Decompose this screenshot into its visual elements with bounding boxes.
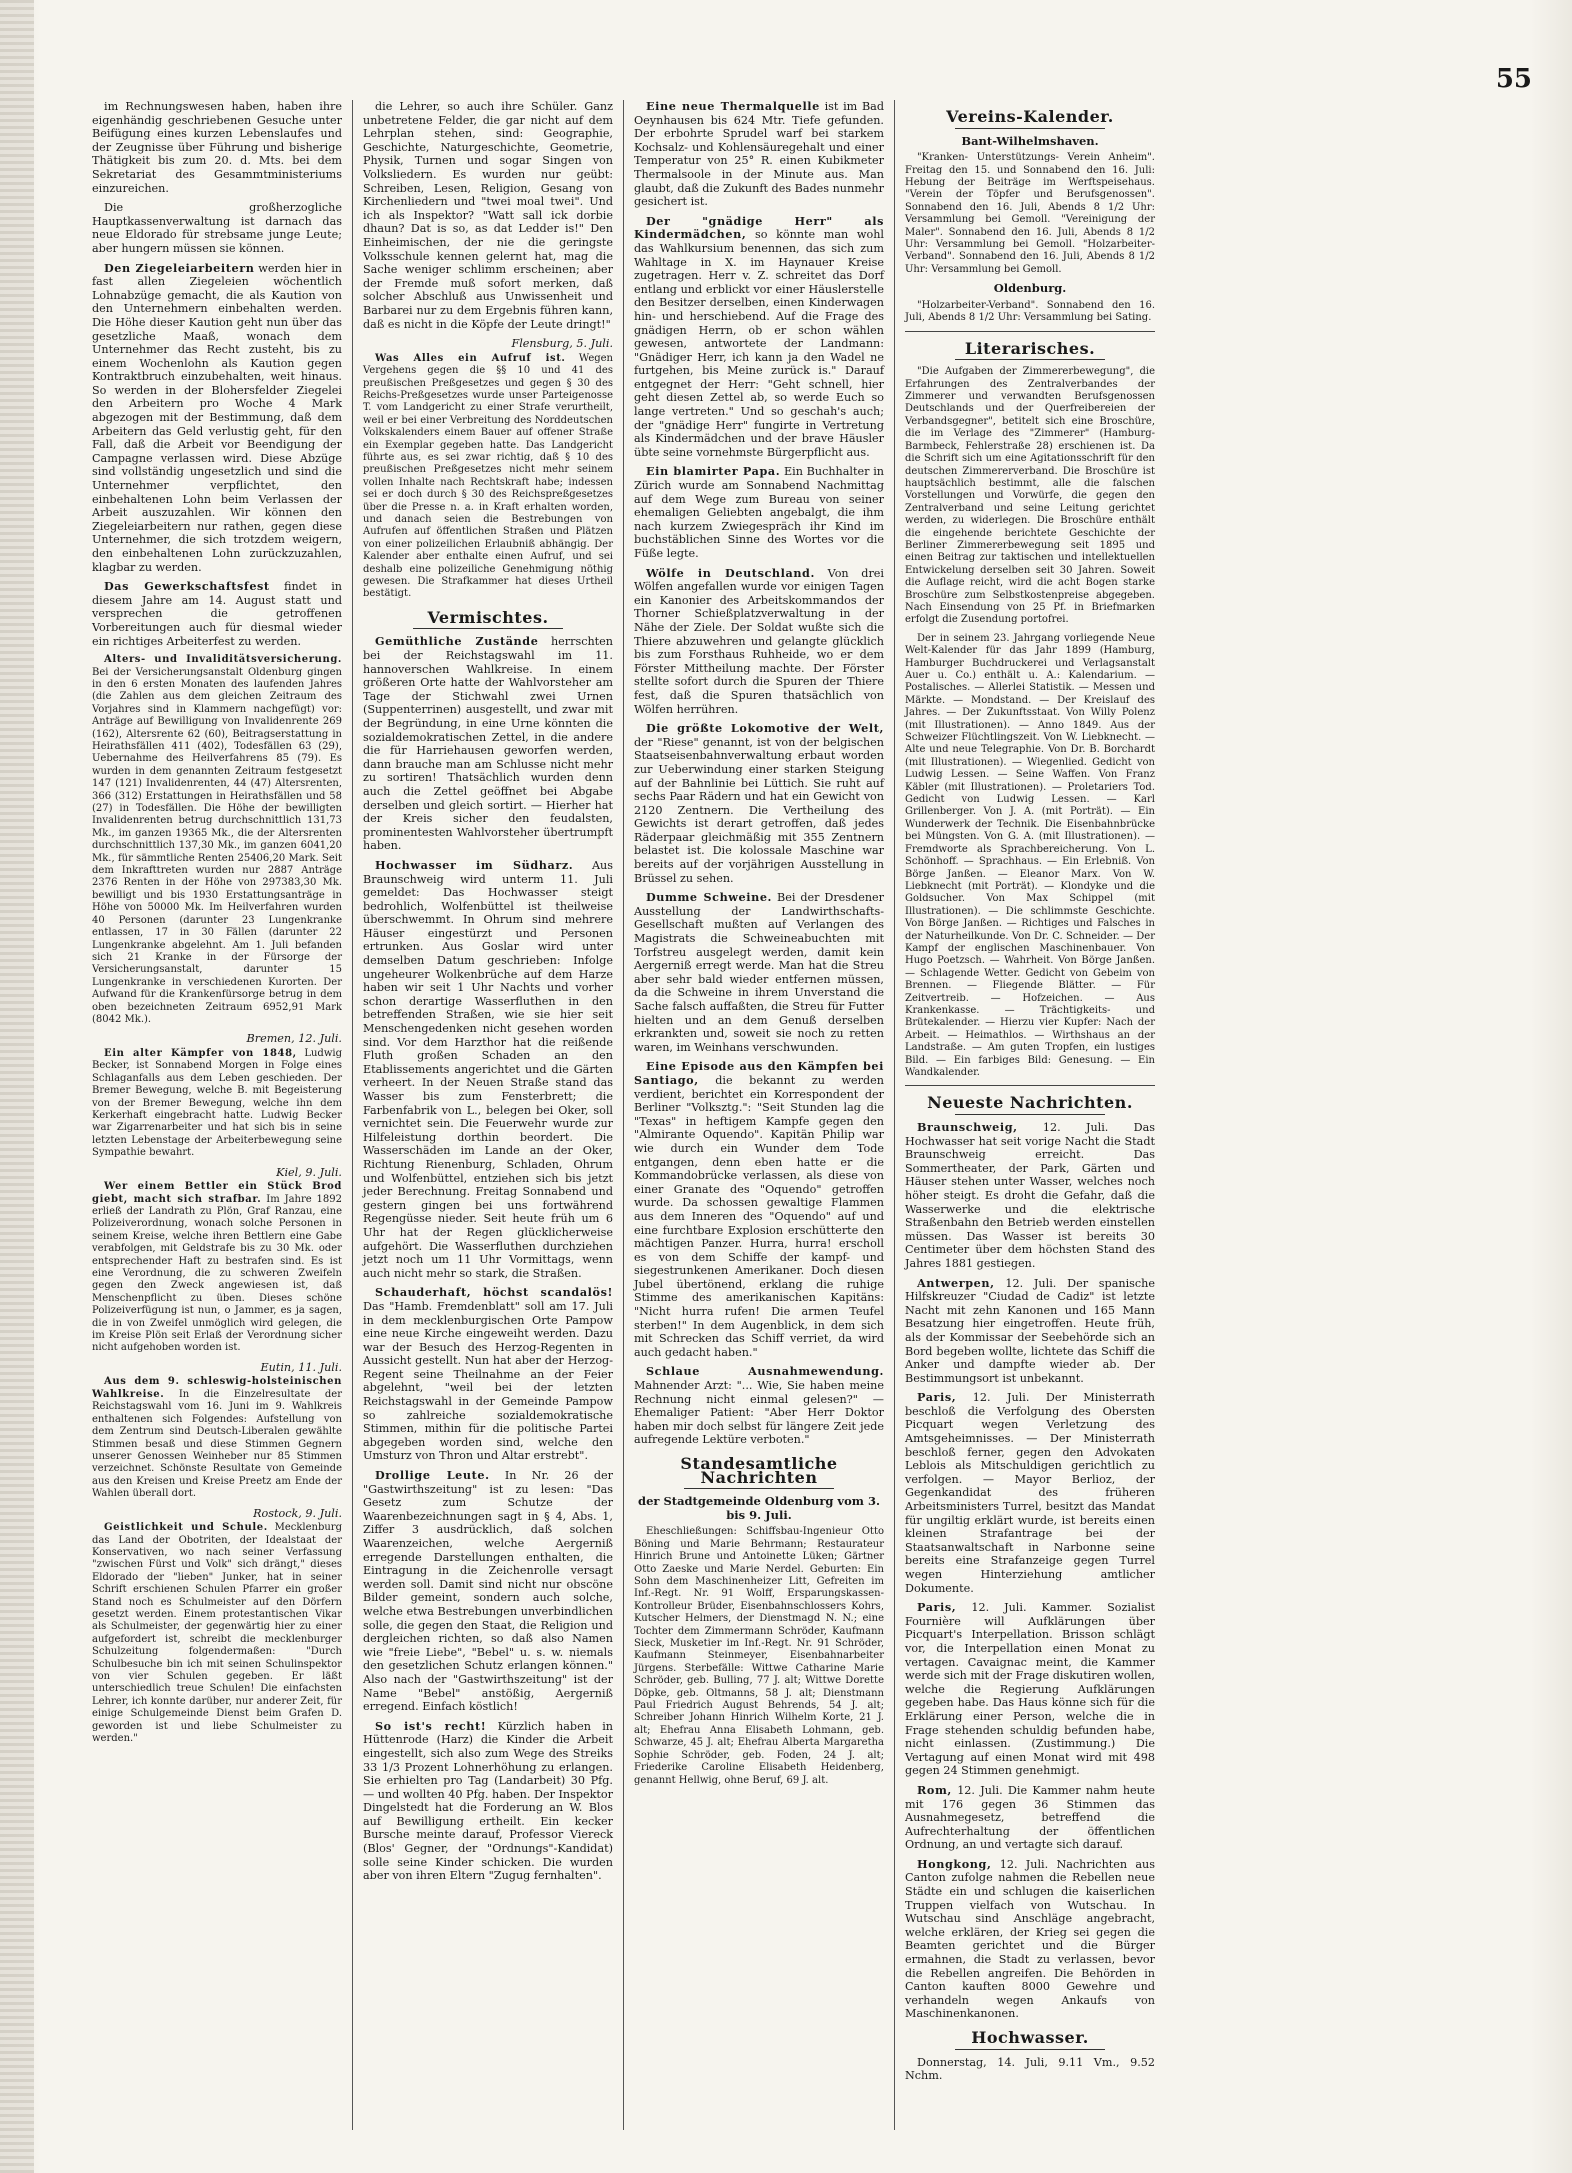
- standesamt-list: Eheschließungen: Schiffsbau-Ingenieur Otto Böning und Marie Behrmann; Restaurateur Hinrich Brune und Antoinette Lüken; Gärtner Otto Zaeske und Marie Nerdel. Geburten: Ein Sohn dem Maschinenheizer Litt, Gefreiten im Inf.-Regt. Nr. 91 Wolff, Ersparungskassen-Kontrolleur Brüder, Eisenbahnschlossers Kohrs, Kutscher Helmers, der Dienstmagd N. N.; eine Tochter dem Zimmermann Schröder, Kaufmann Sieck, Musketier im Inf.-Regt. Nr. 91 Schröder, Kaufmann Steinmeyer, Eisenbahnarbeiter Jürgens. Sterbefälle: Wittwe Catharine Marie Schröder, geb. Bulling, 77 J. alt; Wittwe Dorette Döpke, geb. Oltmanns, 58 J. alt; Dienstmann Paul Friedrich August Behrends, 54 J. alt; Schreiber Johann Hinrich Wilhelm Korte, 21 J. alt; Ehefrau Anna Elisabeth Lohmann, geb. Schwarze, 45 J. alt; Ehefrau Alberta Margaretha Sophie Schröder, geb. Foden, 24 J. alt; Friederike Caroline Elisabeth Heidenberg, genannt Hellwig, ohne Beruf, 69 J. alt.: [634, 1526, 884, 1786]
- article-lead: Wer einem Bettler ein Stück Brod giebt, macht sich strafbar.: [92, 1181, 342, 1205]
- article: [363, 635, 613, 853]
- binding-edge: [0, 0, 34, 2173]
- paragraph: die Lehrer, so auch ihre Schüler. Ganz unbetretene Felder, die gar nicht auf dem Lehrplan stehen, sind: Geographie, Geschichte, Naturgeschichte, Geometrie, Physik, Turnen und sogar Singen von Volksliedern. Es wurden nur geübt: Schreiben, Lesen, Religion, Gesang von Kirchenliedern und "twei moal twei". Und ich als Inspektor? "Watt sall ick dorbie dhaun? Dat is so, as dat Ledder is!" Den Einheimischen, der nie die geringste Volksschule kennen gelernt hat, mag die Sache weniger schlimm erscheinen; aber der Fremde muß sofort merken, daß solcher Abschluß aus Unwissenheit und Barbarei nur zu dem Ergebnis führen kann, daß es nicht in die Köpfe der Leute dringt!": [363, 100, 613, 331]
- section-heading-hochwasser: Hochwasser.: [905, 2031, 1155, 2050]
- column-4: [895, 100, 1165, 2130]
- kalender-entries: "Kranken- Unterstützungs- Verein Anheim". Freitag den 15. und Sonnabend den 16. Juli: Hebung der Beiträge im Werftspeisehaus. "Verein der Töpfer und Berufsgenossen". Sonnabend den 16. Juli, Abends 8 1/2 Uhr: Versammlung bei Gemoll. "Vereinigung der Maler". Sonnabend den 16. Juli, Abends 8 1/2 Uhr: Versammlung bei Gemoll. "Holzarbeiter-Verband". Sonnabend den 16. Juli, Abends 8 1/2 Uhr: Versammlung bei Gemoll.: [905, 152, 1155, 275]
- news-body: 12. Juli. Nachrichten aus Canton zufolge nahmen die Rebellen neue Städte ein und schlugen die kaiserlichen Truppen vielfach von Wutschau. In Wutschau sind Anschläge angebracht, welche erklären, der Krieg sei gegen die Beamten gerichtet und die Bürger ermahnen, die Stadt zu verlassen, bevor die Rebellen angreifen. Die Behörden in Canton kauften 8000 Gewehre und verhandeln wegen Ankaufs von Maschinenkanonen.: [905, 1857, 1155, 2021]
- article-lead: Dumme Schweine.: [646, 890, 773, 905]
- article-lead: Ein blamirter Papa.: [646, 464, 781, 479]
- article-lead: Ein alter Kämpfer von 1848,: [104, 1047, 297, 1059]
- section-heading-vermischtes: Vermischtes.: [363, 611, 613, 630]
- article-lead: Alters- und Invaliditätsversicherung.: [104, 654, 342, 666]
- news-lead: Paris,: [917, 1390, 957, 1405]
- article-lead: Geistlichkeit und Schule.: [104, 1522, 268, 1534]
- news-item: [905, 1858, 1155, 2021]
- paragraph: Der in seinem 23. Jahrgang vorliegende Neue Welt-Kalender für das Jahr 1899 (Hamburg, Hamburger Buchdruckerei und Verlagsanstalt Auer u. Co.) enthält u. A.: Kalendarium. — Postalisches. — Allerlei Statistik. — Messen und Märkte. — Mondstand. — Der Kreislauf des Jahres. — Der Zukunftsstaat. Von Willy Polenz (mit Illustrationen). — Anno 1849. Aus der Schweizer Flüchtlingszeit. Von W. Liebknecht. — Alte und neue Telegraphie. Von Dr. B. Borchardt (mit Illustrationen). — Wiegenlied. Gedicht von Ludwig Lessen. — Seine Waffen. Von Franz Käbler (mit Illustrationen). — Proletariers Tod. Gedicht von Ludwig Lessen. — Karl Grillenberger. Von J. A. (mit Porträt). — Ein Wunderwerk der Technik. Die Eisenbahnbrücke bei Müngsten. Von G. A. (mit Illustrationen). — Fremdworte als Sprachbereicherung. Von L. Schönhoff. — Sprachhaus. — Ein Erlebniß. Von Börge Janßen. — Eleanor Marx. Von W. Liebknecht (mit Porträt). — Klondyke und die Goldsucher. Von Max Schippel (mit Illustrationen). — Die schlimmste Geschichte. Von Börge Janßen. — Richtiges und Falsches in der Naturheilkunde. Von Dr. C. Schneider. — Der Kampf der englischen Maschinenbauer. Von Hugo Poetzsch. — Wahrheit. Von Börge Janßen. — Schlagende Wetter. Gedicht von Gebeim von Brennen. — Fliegende Blätter. — Für Zeitvertreib. — Hofzeichen. — Aus Krankenkasse. — Trächtigkeits- und Brütekalender. — Hierzu vier Kupfer: Nach der Arbeit. — Heimathlos. — Wirthshaus an der Landstraße. — Am guten Tropfen, ein lustiges Bild. — Ein farbiges Bild: Genesung. — Ein Wandkalender.: [905, 632, 1155, 1078]
- page-number: 55: [1495, 64, 1532, 94]
- article-body: Von drei Wölfen angefallen wurde vor einigen Tagen ein Kanonier des Arbeitskommandos der Thorner Schießplatzverwaltung in der Nähe der Ziele. Der Soldat wußte sich die Thiere abzuwehren und gelangte glücklich bis zum Forsthaus Ruhheide, wo er dem Förster Mittheilung machte. Der Förster stellte sofort durch die Spuren der Thiere fest, daß die Spuren thatsächlich von Wölfen herrühren.: [634, 566, 884, 716]
- article-body: herrschten bei der Reichstagswahl im 11. hannoverschen Wahlkreise. In einem größeren Orte hatte der Wahlvorsteher am Tage der Stichwahl zwei Urnen (Suppenterrinen) ausgestellt, und zwar mit der Begründung, in eine Urne könnten die sozialdemokratischen Zettel, in die andere die für Harriehausen geworfen werden, dann brauche man am Schlusse nicht mehr zu sortiren! Thatsächlich wurden denn auch die Zettel geöffnet bei Abgabe derselben und gleich sortirt. — Hierher hat der Kreis sicher den feudalsten, prominentesten Wahlvorsteher übertrumpft haben.: [363, 635, 613, 853]
- article-body: der "Riese" genannt, ist von der belgischen Staatseisenbahnverwaltung erbaut worden zur Ueberwindung einer starken Steigung auf der Bahnlinie bei Lüttich. Sie ruht auf sechs Paar Rädern und hat ein Gewicht von 2120 Zentnern. Die Vertheilung des Gewichts ist derart getroffen, daß jedes Räderpaar gleichmäßig mit 355 Zentnern belastet ist. Die kolossale Maschine war bereits auf der vorjährigen Ausstellung in Brüssel zu sehen.: [634, 735, 884, 885]
- section-heading-literarisches: Literarisches.: [905, 342, 1155, 361]
- section-heading-vereins-kalender: Vereins-Kalender.: [905, 110, 1155, 129]
- column-2: [353, 100, 624, 2130]
- article-lead: Schlaue Ausnahmewendung.: [646, 1364, 884, 1379]
- news-body: 12. Juli. Die Kammer nahm heute mit 176 gegen 36 Stimmen das Ausnahmegesetz, betreffend die Aufrechterhaltung der öffentlichen Ordnung, an und vertagte sich darauf.: [905, 1783, 1155, 1852]
- article: [634, 1365, 884, 1447]
- article: [634, 1060, 884, 1359]
- article-lead: Gemüthliche Zustände: [375, 634, 539, 649]
- article: [92, 1376, 342, 1500]
- divider: [905, 331, 1155, 332]
- article-lead: Drollige Leute.: [375, 1468, 490, 1483]
- paragraph: Die großherzogliche Hauptkassenverwaltung ist darnach das neue Eldorado für strebsame junge Leute; aber hungern müssen sie können.: [92, 201, 342, 255]
- article-body: Im Jahre 1892 erließ der Landrath zu Plön, Graf Ranzau, eine Polizeiverordnung, wonach solche Personen in seinem Kreise, welche ihren Bettlern eine Gabe verabfolgen, mit Geldstrafe bis zu 30 Mk. oder entsprechender Haft zu bestrafen sind. Es ist eine Verordnung, die zu schweren Zweifeln gegen den Zweck angewiesen ist, daß Menschenpflicht zu üben. Dieses schöne Polizeiverfügung ist nun, o Jammer, es ja sagen, die in von Zweifel unmöglich wird gelegen, die im Kreise Plön seit Erlaß der Verordnung sicher nicht aufgehoben worden ist.: [92, 1193, 342, 1354]
- article-body: die bekannt zu werden verdient, berichtet ein Korrespondent der Berliner "Volksztg.": "Seit Stunden lag die "Texas" in heftigem Kampfe gegen den "Almirante Oquendo". Kapitän Philip war wie durch ein Wunder dem Tode entgangen, denn eben hatte er die Kommandobrücke verlassen, als diese von einer Granate des "Oquendo" getroffen wurde. Da schossen gewaltige Flammen aus dem Inneren des "Oquendo" auf und eine furchtbare Explosion erschütterte den mächtigen Panzer. Hurra, hurra! erscholl es von dem Schiffe der kampf- und siegestrunkenen Amerikaner. Doch diesen Jubel übertönend, erklang die ruhige Stimme des amerikanischen Kapitäns: "Nicht hurra rufen! Die armen Teufel sterben!" In dem Augenblick, in dem sich mit Schrecken das Schiff verriet, da wird auch gedacht haben.": [634, 1073, 884, 1359]
- article: [92, 1522, 342, 1745]
- article: [363, 1469, 613, 1714]
- article: [634, 567, 884, 717]
- kalender-entries: "Holzarbeiter-Verband". Sonnabend den 16. Juli, Abends 8 1/2 Uhr: Versammlung bei Sating.: [905, 299, 1155, 324]
- article-lead: Hochwasser im Südharz.: [375, 857, 574, 872]
- article: [634, 100, 884, 209]
- article-body: Kürzlich haben in Hüttenrode (Harz) die Kinder die Arbeit eingestellt, sich also zum Wege des Streiks 33 1/3 Prozent Lohnerhöhung zu erlangen. Sie erhielten pro Tag (Landarbeit) 30 Pfg. — und wollten 40 Pfg. haben. Der Inspektor Dingelstedt hat die Forderung an W. Blos auf Bewilligung ertheilt. Ein kecker Bursche meinte darauf, Professor Viereck (Blos' Gegner, der "Ordnungs"-Kandidat) solle seine Kinder schicken. Die wurden aber von ihren Eltern "Zugug fernhalten".: [363, 1719, 613, 1883]
- article-body: Bei der Dresdener Ausstellung der Landwirthschafts-Gesellschaft mußten auf Verlangen des Magistrats die Schweineabuchten mit Torfstreu ausgelegt werden, damit kein Aergerniß erregt werde. Man hat die Streu aber sehr bald wieder entfernen müssen, da die Schweine in ihrem Unverstand die Sache falsch auffaßten, die Streu für Futter hielten und an dem Genuß derselben erkrankten und, soweit sie noch zu retten waren, im Weinhans verschwunden.: [634, 891, 884, 1054]
- article: [92, 580, 342, 648]
- article-lead: Schauderhaft, höchst scandalös!: [375, 1285, 613, 1300]
- article-lead: Eine Episode aus den Kämpfen bei Santiago,: [634, 1059, 884, 1087]
- article: [92, 1048, 342, 1160]
- dateline: Flensburg, 5. Juli.: [511, 337, 613, 351]
- article-body: findet in diesem Jahre am 14. August statt und versprechen die getroffenen Vorbereitungen auch für diesmal wieder ein richtiges Arbeiterfest zu werden.: [92, 580, 342, 648]
- article-lead: Wölfe in Deutschland.: [646, 565, 815, 580]
- news-item: [905, 1391, 1155, 1595]
- article-lead: Die größte Lokomotive der Welt,: [646, 721, 884, 736]
- columns: [82, 100, 1457, 2130]
- dateline: Kiel, 9. Juli.: [276, 1165, 342, 1179]
- article-body: werden hier in fast allen Ziegeleien wöchentlich Lohnabzüge gemacht, die als Kaution von den Unternehmern einbehalten werden. Die Höhe dieser Kaution geht nun über das gesetzliche Maaß, wonach dem Unternehmer das Recht zusteht, bis zu einem Wochenlohn als Kaution gegen Kontraktbruch einzubehalten, weit hinaus. So werden in der Blohersfelder Ziegelei den Arbeitern pro Woche 4 Mark abgezogen mit der Bestimmung, daß dem Arbeitern das Geld verlustig geht, für den Fall, daß die Arbeit vor Beendigung der Campagne verlassen wird. Diese Abzüge sind vollständig ungesetzlich und sind die Unternehmer verpflichtet, den einbehaltenen Lohn beim Verlassen der Arbeit auszuzahlen. Wir können den Ziegeleiarbeitern nur rathen, gegen diese Unternehmer, die sich trotzdem weigern, den einbehaltenen Lohn zurückzuzahlen, klagbar zu werden.: [92, 261, 342, 574]
- news-lead: Antwerpen,: [917, 1275, 995, 1290]
- article: [92, 654, 342, 1026]
- news-body: 12. Juli. Das Hochwasser hat seit vorige Nacht die Stadt Braunschweig erreicht. Das Sommertheater, der Park, Gärten und Häuser stehen unter Wasser, welches noch höher steigt. Es droht die Gefahr, daß die Wasserwerke und die elektrische Straßenbahn den Betrieb werden einstellen müssen. Das Wasser ist bereits 30 Centimeter über dem höchsten Stand des Jahres 1881 gestiegen.: [905, 1121, 1155, 1270]
- article-body: Mahnender Arzt: "... Wie, Sie haben meine Rechnung nicht einmal gelesen?" — Ehemaliger Patient: "Aber Herr Doktor haben mir doch selbst für längere Zeit jede aufregende Lektüre verboten.": [634, 1379, 884, 1447]
- dateline: Rostock, 9. Juli.: [253, 1506, 342, 1520]
- article-lead: So ist's recht!: [375, 1718, 487, 1733]
- news-item: [905, 1784, 1155, 1852]
- article: [363, 859, 613, 1280]
- news-item: [905, 1121, 1155, 1271]
- article-lead: Den Ziegeleiarbeitern: [104, 260, 255, 275]
- article: [634, 722, 884, 885]
- divider: [905, 1085, 1155, 1086]
- article: [363, 1286, 613, 1463]
- article-body: In die Einzelresultate der Reichstagswahl vom 16. Juni im 9. Wahlkreis enthaltenen sich Folgendes: Aufstellung von dem Zentrum sind Deutsch-Liberalen gewählte Stimmen besaß und diese Stimmen Gegnern unserer Genossen Weinheber nur 85 Stimmen verzeichnet. Schönste Resultate von Gemeinde aus den Kreisen und Kreise Preetz am Ende der Wahlen überall dort.: [92, 1388, 342, 1500]
- article-lead: Aus dem 9. schleswig-holsteinischen Wahlkreise.: [92, 1376, 342, 1400]
- section-subheading: Oldenburg.: [993, 281, 1067, 296]
- article-body: Aus Braunschweig wird unterm 11. Juli gemeldet: Das Hochwasser steigt bedrohlich, Wolfenbüttel ist theilweise überschwemmt. In Ohrum sind mehrere Häuser eingestürzt und Personen ertrunken. Aus Goslar wird unter demselben Datum geschrieben: Infolge ungeheurer Wolkenbrüche auf dem Harze haben wir seit 1 Uhr Nachts und vorher schon derartige Wasserfluthen in den betreffenden Straßen, wie sie hier seit Menschengedenken nicht gesehen worden sind. Vor dem Harzthor hat die reißende Fluth großen Schaden an den Etablissements angerichtet und die Gärten verheert. In der Neuen Straße stand das Wasser bis zum Fensterbrett; die Farbenfabrik von L., belegen bei Oker, soll vernichtet sein. Die Feuerwehr wurde zur Hilfeleistung dorthin beordert. Die Wasserschäden im Lande an der Oker, Richtung Rienenburg, Schladen, Ohrum und Wolfenbüttel, entziehen sich bis jetzt jeder Berechnung. Freitag Sonnabend und gestern gingen bei uns fortwährend Regengüsse nieder. Seit heute früh um 6 Uhr hat der Regen glücklicherweise aufgehört. Die Wasserfluthen durchziehen jetzt noch um 11 Uhr Vormittags, wenn auch nicht mehr so stark, die Straßen.: [363, 858, 613, 1280]
- news-lead: Hongkong,: [917, 1856, 992, 1871]
- news-body: 12. Juli. Kammer. Sozialist Fournière will Aufklärungen über Picquart's Interpellation. Brisson schlägt vor, die Interpellation einen Monat zu vertagen. Cavaignac meint, die Kammer werde sich mit der Frage diskutiren wollen, welche die Regierung Aufklärungen gegeben habe. Das Haus könne sich für die Erklärung einer Person, welche die in Frage stehenden schuldig befunden habe, nicht einlassen. (Zustimmung.) Die Vertagung auf einen Monat wird mit 498 gegen 24 Stimmen genehmigt.: [905, 1601, 1156, 1778]
- news-body: 12. Juli. Der spanische Hilfskreuzer "Ciudad de Cadiz" ist letzte Nacht mit zehn Kanonen und 165 Mann Besatzung hier eingetroffen. Heute früh, als der Kommissar der Seebehörde sich an Bord begeben wollte, lichtete das Schiff die Anker und dampfte wieder ab. Der Bestimmungsort ist unbekannt.: [905, 1276, 1155, 1385]
- article-body: Mecklenburg das Land der Obotriten, der Idealstaat der Konservativen, wo nach seiner Verfassung "zwischen Fürst und Volk" sich drängt," dieses Eldorado der "lieben" Junker, hat in seiner Schrift erschienen Schulen Pfarrer ein großer Stand noch es Schulmeister auf den Dörfern gesetzt werden. Einem protestantischen Vikar als Schulmeister, der gegenwärtig hier zu einer aufgefordert ist, schreibt die mecklenburger Schulzeitung folgendermaßen: "Durch Schulbesuche bin ich mit seinen Schulinspektor von vier Schulen gegeben. Er läßt unterschiedlich treue Schulen! Die einfachsten Lehrer, ich konnte darüber, nur anderer Zeit, für einige Schulgemeinde Dienst beim Grafen D. geworden ist und liebe Schulmeister zu werden.": [92, 1522, 342, 1745]
- article: [634, 215, 884, 460]
- article-lead: Der "gnädige Herr" als Kindermädchen,: [634, 213, 884, 242]
- article: [363, 1720, 613, 1883]
- article-body: Ein Buchhalter in Zürich wurde am Sonnabend Nachmittag auf dem Wege zum Bureau von seiner ehemaligen Geliebten angebalgt, die ihm nach kurzem Zwiegespräch ihr Kind im buchstäblichen Sinne des Wortes vor die Füße legte.: [634, 465, 884, 560]
- news-body: 12. Juli. Der Ministerrath beschloß die Verfolgung des Obersten Picquart wegen Verletzung des Amtsgeheimnisses. — Der Ministerrath beschloß ferner, gegen den Advokaten Leblois als Mitschuldigen gerichtlich zu verfolgen. — Mayor Berlioz, der Gegenkandidat des früheren Arbeitsministers Turrel, besitzt das Mandat für ungiltig erklärt wurde, ist bereits einen kleinen Strafantrage bei der Staatsanwaltschaft in Narbonne seine bereits eine Strafanzeige gegen Turrel wegen Hinterziehung amtlicher Dokumente.: [905, 1391, 1155, 1595]
- section-subheading: der Stadtgemeinde Oldenburg vom 3. bis 9. Juli.: [638, 1494, 880, 1522]
- article-body: Das "Hamb. Fremdenblatt" soll am 17. Juli in dem mecklenburgischen Orte Pampow eine neue Kirche eingeweiht werden. Dazu war der Besuch des Herzog-Regenten in Aussicht gestellt. Nun hat aber der Herzog-Regent seine Theilnahme an der Feier abgelehnt, "weil bei der letzten Reichstagswahl in der Gemeinde Pampow so zahlreiche sozialdemokratische Stimmen, mithin für die politische Partei abgegeben worden sind, welche den Umsturz von Thron und Altar erstrebt".: [363, 1299, 613, 1463]
- article-body: so könnte man wohl das Wahlkursium benennen, das sich zum Wahltage in X. im Haynauer Kreise zugetragen. Herr v. Z. schreitet das Dorf entlang und erblickt vor einer Häuslerstelle den Besitzer derselben, einen Kinderwagen hin- und herschiebend. Auf die Frage des gnädigen Herrn, ob er schon wählen gewesen, antwortete der Landmann: "Gnädiger Herr, ich kann ja den Wadel ne furtgehen, bis Meine zurück is." Darauf entgegnet der Herr: "Geht schnell, hier geht diesen Zettel ab, so werde Euch so lange vertreten." Und so geschah's auch; der "gnädige Herr" fungirte in Vertretung als Kindermädchen und der brave Häusler übte seine vornehmste Bürgerpflicht aus.: [634, 228, 884, 459]
- hochwasser-times: Donnerstag, 14. Juli, 9.11 Vm., 9.52 Nchm.: [905, 2055, 1155, 2083]
- article: [634, 465, 884, 560]
- article-lead: Was Alles ein Aufruf ist.: [375, 352, 566, 364]
- news-lead: Paris,: [917, 1600, 957, 1615]
- paragraph: im Rechnungswesen haben, haben ihre eigenhändig geschriebenen Gesuche unter Beifügung eines kurzen Lebenslaufes und der Zeugnisse über Führung und bisherige Thätigkeit bis zum 20. d. Mts. bei dem Sekretariat des Gesammtministeriums einzureichen.: [92, 100, 342, 195]
- news-item: [905, 1277, 1155, 1386]
- article: [634, 891, 884, 1054]
- section-heading-standesamt: Standesamtliche Nachrichten: [634, 1457, 884, 1489]
- article-body: Bei der Versicherungsanstalt Oldenburg gingen in den 6 ersten Monaten des laufenden Jahres (die Zahlen aus dem gleichen Zeitraum des Vorjahres sind in Klammern nachgefügt) vor: Anträge auf Bewilligung von Invalidenrente 269 (162), Altersrente 62 (60), Beitragserstattung in Heirathsfällen 411 (402), Todesfällen 63 (29), Uebernahme des Heilverfahrens 85 (79). Es wurden in dem genannten Zeitraum festgesetzt 147 (121) Invalidenrenten, 44 (47) Altersrenten, 366 (312) Erstattungen in Heirathsfällen und 58 (27) in Todesfällen. Die Höhe der bewilligten Invalidenrenten betrug durchschnittlich 131,73 Mk., im ganzen 19365 Mk., die der Altersrenten durchschnittlich 137,30 Mk., im ganzen 6041,20 Mk., für sämmtliche Renten 25406,20 Mark. Seit dem Inkrafttreten wurden nur 2887 Anträge 2376 Renten in der Höhe von 297383,30 Mk. bewilligt und bis 1930 Erstattungsanträge in Höhe von 50000 Mk. Im Heilverfahren wurden 40 Personen (darunter 23 Lungenkranke entlassen, 17 in 30 Fällen (darunter 22 Lungenkranke abgelehnt. Am 1. Juli befanden sich 21 Kranke in der Fürsorge der Versicherungsanstalt, darunter 15 Lungenkranke in verschiedenen Kurorten. Der Aufwand für die Krankenfürsorge betrug in dem oben bezeichneten Zeitraum 6952,91 Mark (8042 Mk.).: [92, 666, 342, 1025]
- article-lead: Eine neue Thermalquelle: [646, 100, 820, 113]
- section-heading-neueste-nachrichten: Neueste Nachrichten.: [905, 1096, 1155, 1115]
- article-body: Ludwig Becker, ist Sonnabend Morgen in Folge eines Schlaganfalls aus dem Leben geschieden. Der Bremer Bewegung, welche B. mit Begeisterung von der Bremer Bewegung, welche ihn dem Kerkerhaft eingebracht hatte. Ludwig Becker war Zigarrenarbeiter und hat sich bis in seine letzten Lebenstage der Arbeiterbewegung seine Sympathie bewahrt.: [92, 1047, 342, 1159]
- article-lead: Das Gewerkschaftsfest: [104, 579, 270, 594]
- news-lead: Braunschweig,: [917, 1120, 1018, 1134]
- dateline: Eutin, 11. Juli.: [260, 1360, 342, 1374]
- paragraph: "Die Aufgaben der Zimmererbewegung", die Erfahrungen des Zentralverbandes der Zimmerer und verwandten Berufsgenossen Deutschlands und der Querfreibereien der Verbandsgegner", betitelt sich eine Broschüre, die im Verlage des "Zimmerer" (Hamburg-Barmbeck, Fehlerstraße 28) erschienen ist. Da die Schrift sich um eine Agitationsschrift für den deutschen Zimmererverband. Die Broschüre ist hauptsächlich bestimmt, alle die falschen Vorstellungen und Vorwürfe, die gegen den Zentralverband und seine Leitung gerichtet werden, zu widerlegen. Die Broschüre enthält die eingehende berichtete Geschichte der Berliner Zimmererbewegung seit 1895 und einen Beitrag zur taktischen und intellektuellen Entwickelung derselben seit 30 Jahren. Soweit die Auflage reicht, wird die acht Bogen starke Broschüre zum Selbstkostenpreise abgegeben. Nach Einsendung von 25 Pf. in Briefmarken erfolgt die Zusendung portofrei.: [905, 366, 1155, 626]
- article: [363, 353, 613, 601]
- section-subheading: Bant-Wilhelmshaven.: [961, 133, 1099, 148]
- article-body: In Nr. 26 der "Gastwirthszeitung" ist zu lesen: "Das Gesetz zum Schutze der Waarenbezeichnungen sagt in § 4, Abs. 1, Ziffer 3 ausdrücklich, daß solchen Waarenzeichen, welche Aergerniß erregende Darstellungen enthalten, die Eintragung in die Zeichenrolle versagt werden soll. Damit sind nicht nur obscöne Bilder gemeint, sondern auch solche, welche etwa Bestrebungen unverbindlichen solle, die gegen den Staat, die Religion und dergleichen richten, so daß also Namen wie "freie Liebe", "Bebel" u. s. w. niemals den gesetzlichen Schutz erlangen können." Also nach der "Gastwirthszeitung" ist der Name "Bebel" anstößig, Aergerniß erregend. Einfach köstlich!: [363, 1469, 613, 1714]
- dateline: Bremen, 12. Juli.: [246, 1032, 342, 1046]
- article: [92, 1181, 342, 1355]
- column-3: [624, 100, 895, 2130]
- article-body: ist im Bad Oeynhausen bis 624 Mtr. Tiefe gefunden. Der erbohrte Sprudel warf bei starkem Kochsalz- und Kohlensäuregehalt und einer Temperatur von 25° R. einen Kubikmeter Thermalsoole in der Minute aus. Man glaubt, daß die Zukunft des Bades nunmehr gesichert ist.: [634, 100, 885, 209]
- news-item: [905, 1601, 1155, 1778]
- article-body: Wegen Vergehens gegen die §§ 10 und 41 des preußischen Preßgesetzes und gegen § 30 des Reichs-Preßgesetzes wurde unser Parteigenosse T. vom Landgericht zu einer Strafe verurtheilt, weil er bei einer Verbreitung des Norddeutschen Volkskalenders einem Bauer auf offener Straße ein Exemplar gegeben hatte. Das Landgericht führte aus, es sei zwar richtig, daß § 10 des preußischen Preßgesetzes nicht mehr seinem vollen Inhalte nach Rechtskraft habe; indessen sei er doch durch § 30 des Reichspreßgesetzes über die Presse n. a. in Kraft erhalten worden, und danach seien die Bestrebungen von Aufrufen auf öffentlichen Straßen und Plätzen von einer polizeilichen Erlaubniß abhängig. Der Kalender aber enthalte einen Aufruf, und sei deshalb eine polizeiliche Genehmigung nöthig gewesen. Die Strafkammer hat dieses Urtheil bestätigt.: [363, 352, 613, 600]
- article: [92, 262, 342, 575]
- news-lead: Rom,: [917, 1782, 952, 1797]
- column-1: [82, 100, 353, 2130]
